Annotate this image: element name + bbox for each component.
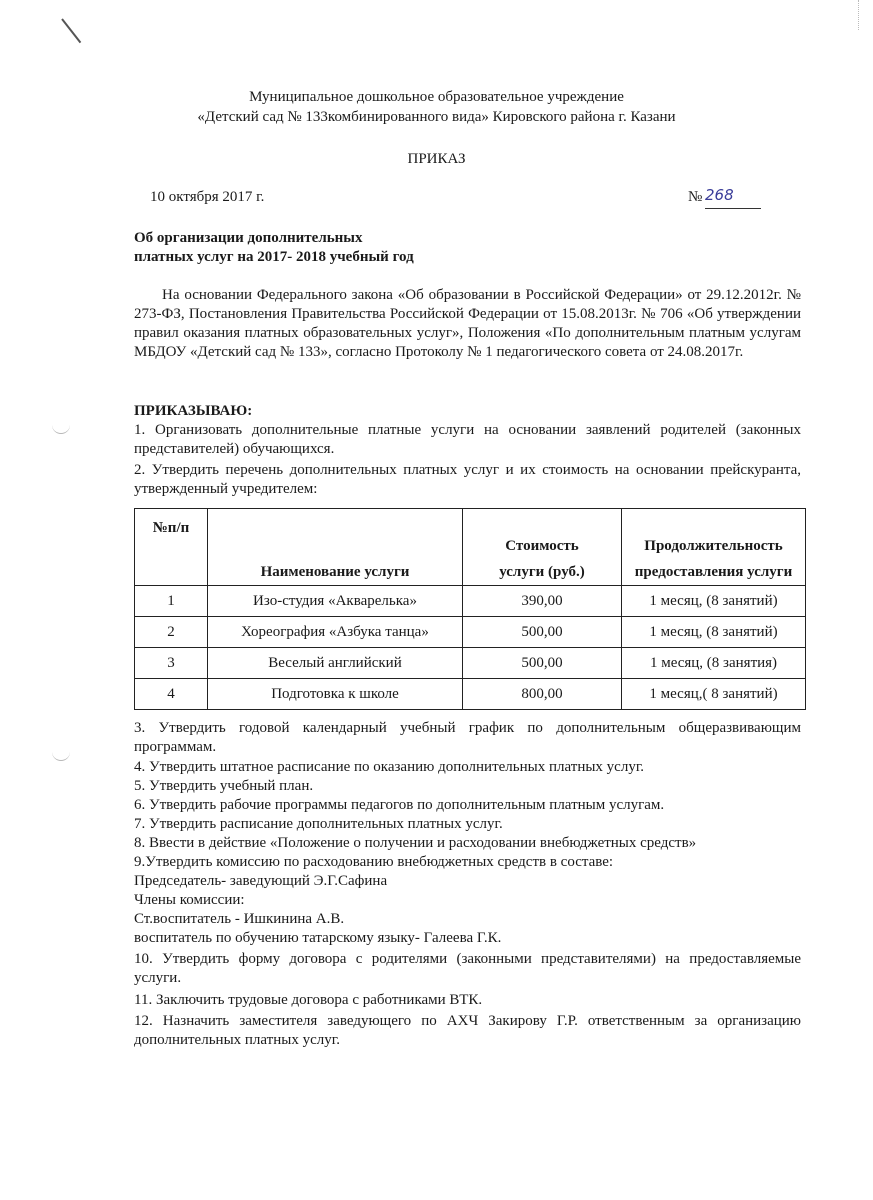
row-num: 3 [135,648,208,679]
order-item-12: 12. Назначить заместителя заведующего по АХЧ Закирову Г.Р. ответственным за организацию дополнительных платных услуг. [134,1013,801,1048]
order-item-8: 8. Ввести в действие «Положение о получении и расходовании внебюджетных средств» [134,835,697,851]
row-duration: 1 месяц, (8 занятий) [622,617,806,648]
row-duration: 1 месяц, (8 занятий) [622,586,806,617]
subject-line1: Об организации дополнительных [134,230,363,246]
order-item-4: 4. Утвердить штатное расписание по оказанию дополнительных платных услуг. [134,759,645,775]
order-item-7: 7. Утвердить расписание дополнительных платных услуг. [134,816,503,832]
header-duration [622,509,806,586]
commission-member-1: Ст.воспитатель - Ишкинина А.В. [134,911,345,927]
table-row [135,648,806,679]
header-num: №п/п [135,509,208,586]
row-price: 500,00 [463,617,622,648]
row-price: 390,00 [463,586,622,617]
row-num: 4 [135,679,208,710]
preamble-paragraph: На основании Федерального закона «Об образовании в Российской Федерации» от 29.12.2012г. № 273-ФЗ, Постановления Правительства Российской Федерации от 15.08.2013г. № 706 «Об утверждении правил оказания платных образовательных услуг», Положения «По дополнительным платным услугам МБДОУ «Детский сад № 133», согласно Протоколу № 1 педагогического совета от 24.08.2017г. [134,287,801,360]
row-service-name: Веселый английский [208,648,463,679]
table-row [135,679,806,710]
order-date: 10 октября 2017 г. [150,189,265,205]
header-price-line1: Стоимость [505,538,579,554]
header-duration-line1: Продолжительность [644,538,783,554]
document-type: ПРИКАЗ [407,151,466,167]
page-edge-mark [848,0,859,30]
row-service-name: Изо-студия «Акварелька» [208,586,463,617]
row-price: 800,00 [463,679,622,710]
commission-member-2: воспитатель по обучению татарскому языку- Галеева Г.К. [134,930,502,946]
services-table [134,508,806,710]
order-item-5: 5. Утвердить учебный план. [134,778,314,794]
order-item-6: 6. Утвердить рабочие программы педагогов по дополнительным платным услугам. [134,797,665,813]
order-number-label: № [688,189,703,205]
row-price: 500,00 [463,648,622,679]
row-service-name: Подготовка к школе [208,679,463,710]
order-item-10: 10. Утвердить форму договора с родителями (законными представителями) на предоставляемые услуги. [134,951,801,986]
table-row [135,617,806,648]
punch-hole-mark [52,752,70,761]
row-num: 2 [135,617,208,648]
order-number-handwritten: 268 [705,186,761,209]
punch-hole-mark [52,425,70,434]
order-item-1: 1. Организовать дополнительные платные услуги на основании заявлений родителей (законных представителей) обучающихся. [134,422,801,457]
order-heading: ПРИКАЗЫВАЮ: [134,403,253,419]
table-row [135,586,806,617]
table-header-row [135,509,806,586]
row-duration: 1 месяц,( 8 занятий) [622,679,806,710]
org-name-line1: Муниципальное дошкольное образовательное учреждение [249,89,624,105]
order-item-2: 2. Утвердить перечень дополнительных платных услуг и их стоимость на основании прейскуранта, утвержденный учредителем: [134,462,801,497]
org-name-line2: «Детский сад № 133комбинированного вида» Кировского района г. Казани [197,109,676,125]
row-duration: 1 месяц, (8 занятия) [622,648,806,679]
header-name: Наименование услуги [208,509,463,586]
row-num: 1 [135,586,208,617]
row-service-name: Хореография «Азбука танца» [208,617,463,648]
header-price-line2: услуги (руб.) [499,564,585,580]
commission-members-label: Члены комиссии: [134,892,245,908]
order-item-11: 11. Заключить трудовые договора с работниками ВТК. [134,992,483,1008]
scan-mark [61,18,81,43]
header-price [463,509,622,586]
order-item-3: 3. Утвердить годовой календарный учебный график по дополнительным общеразвивающим программам. [134,720,801,755]
commission-chair: Председатель- заведующий Э.Г.Сафина [134,873,388,889]
order-item-9: 9.Утвердить комиссию по расходованию внебюджетных средств в составе: [134,854,614,870]
header-duration-line2: предоставления услуги [634,564,793,580]
subject-line2: платных услуг на 2017- 2018 учебный год [134,249,414,265]
